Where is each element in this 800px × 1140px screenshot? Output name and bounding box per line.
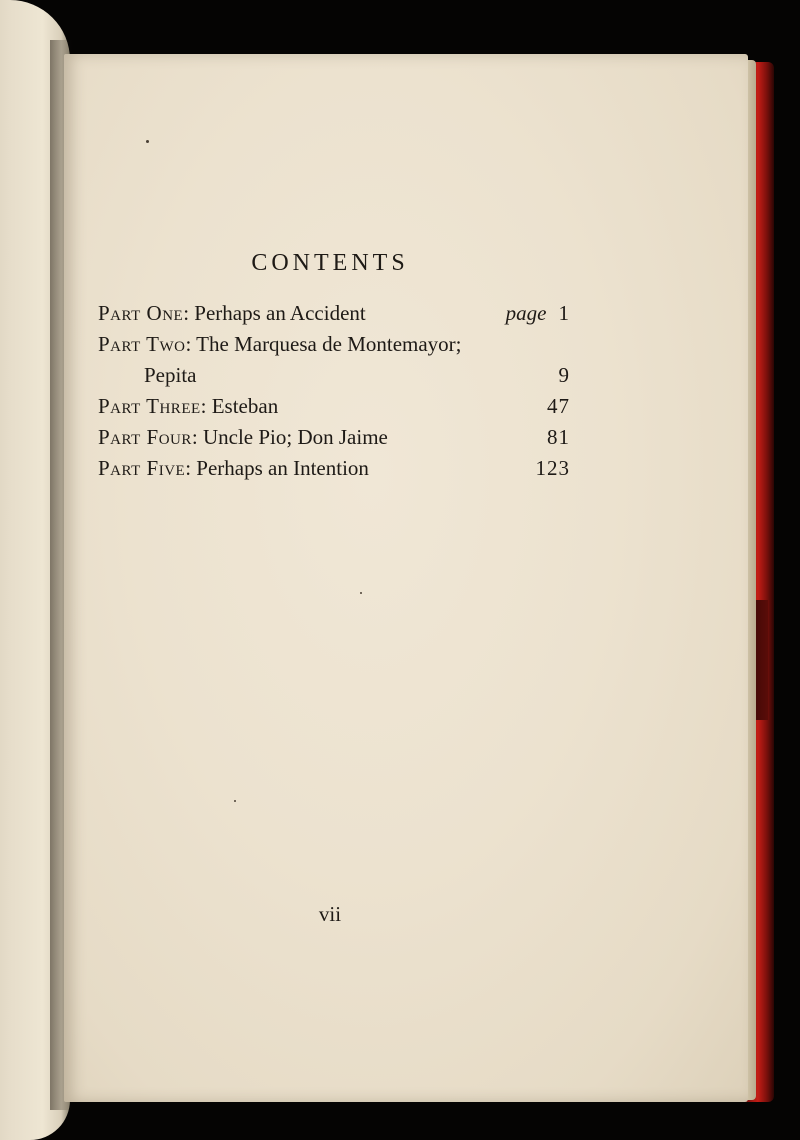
paper-speck (360, 592, 362, 594)
toc-entry (98, 329, 570, 360)
page-number: 9 (558, 363, 570, 387)
part-title: : Uncle Pio; Don Jaime (191, 425, 388, 449)
part-label: Part One (98, 301, 184, 325)
toc-entry (98, 360, 559, 391)
toc-row-part-five (98, 453, 570, 484)
toc-row-part-four (98, 422, 570, 453)
part-label: Part Three (98, 394, 201, 418)
table-of-contents (98, 298, 570, 484)
part-title: Pepita (144, 363, 197, 387)
toc-row-part-two-continued (98, 360, 570, 391)
contents-heading: CONTENTS (251, 250, 409, 276)
part-label: Part Two (98, 332, 186, 356)
toc-row-part-two (98, 329, 570, 360)
part-label: Part Four (98, 425, 192, 449)
folio-page-number: vii (318, 902, 342, 926)
page-number: 81 (547, 425, 570, 449)
toc-row-part-three (98, 391, 570, 422)
page-word: page (505, 301, 547, 325)
part-title: : The Marquesa de Montemayor; (185, 332, 462, 356)
part-title: : Esteban (200, 394, 279, 418)
paper-speck (146, 140, 149, 143)
page-number: 47 (547, 394, 570, 418)
toc-entry (98, 422, 547, 453)
contents-page (64, 54, 748, 1102)
toc-row-part-one (98, 298, 570, 329)
part-title: : Perhaps an Intention (185, 456, 369, 480)
toc-entry (98, 298, 506, 329)
page-number: 123 (535, 456, 570, 480)
page-number: 1 (558, 301, 570, 325)
paper-speck (234, 800, 236, 802)
part-title: : Perhaps an Accident (183, 301, 366, 325)
toc-entry (98, 391, 547, 422)
part-label: Part Five (98, 456, 186, 480)
toc-entry (98, 453, 536, 484)
